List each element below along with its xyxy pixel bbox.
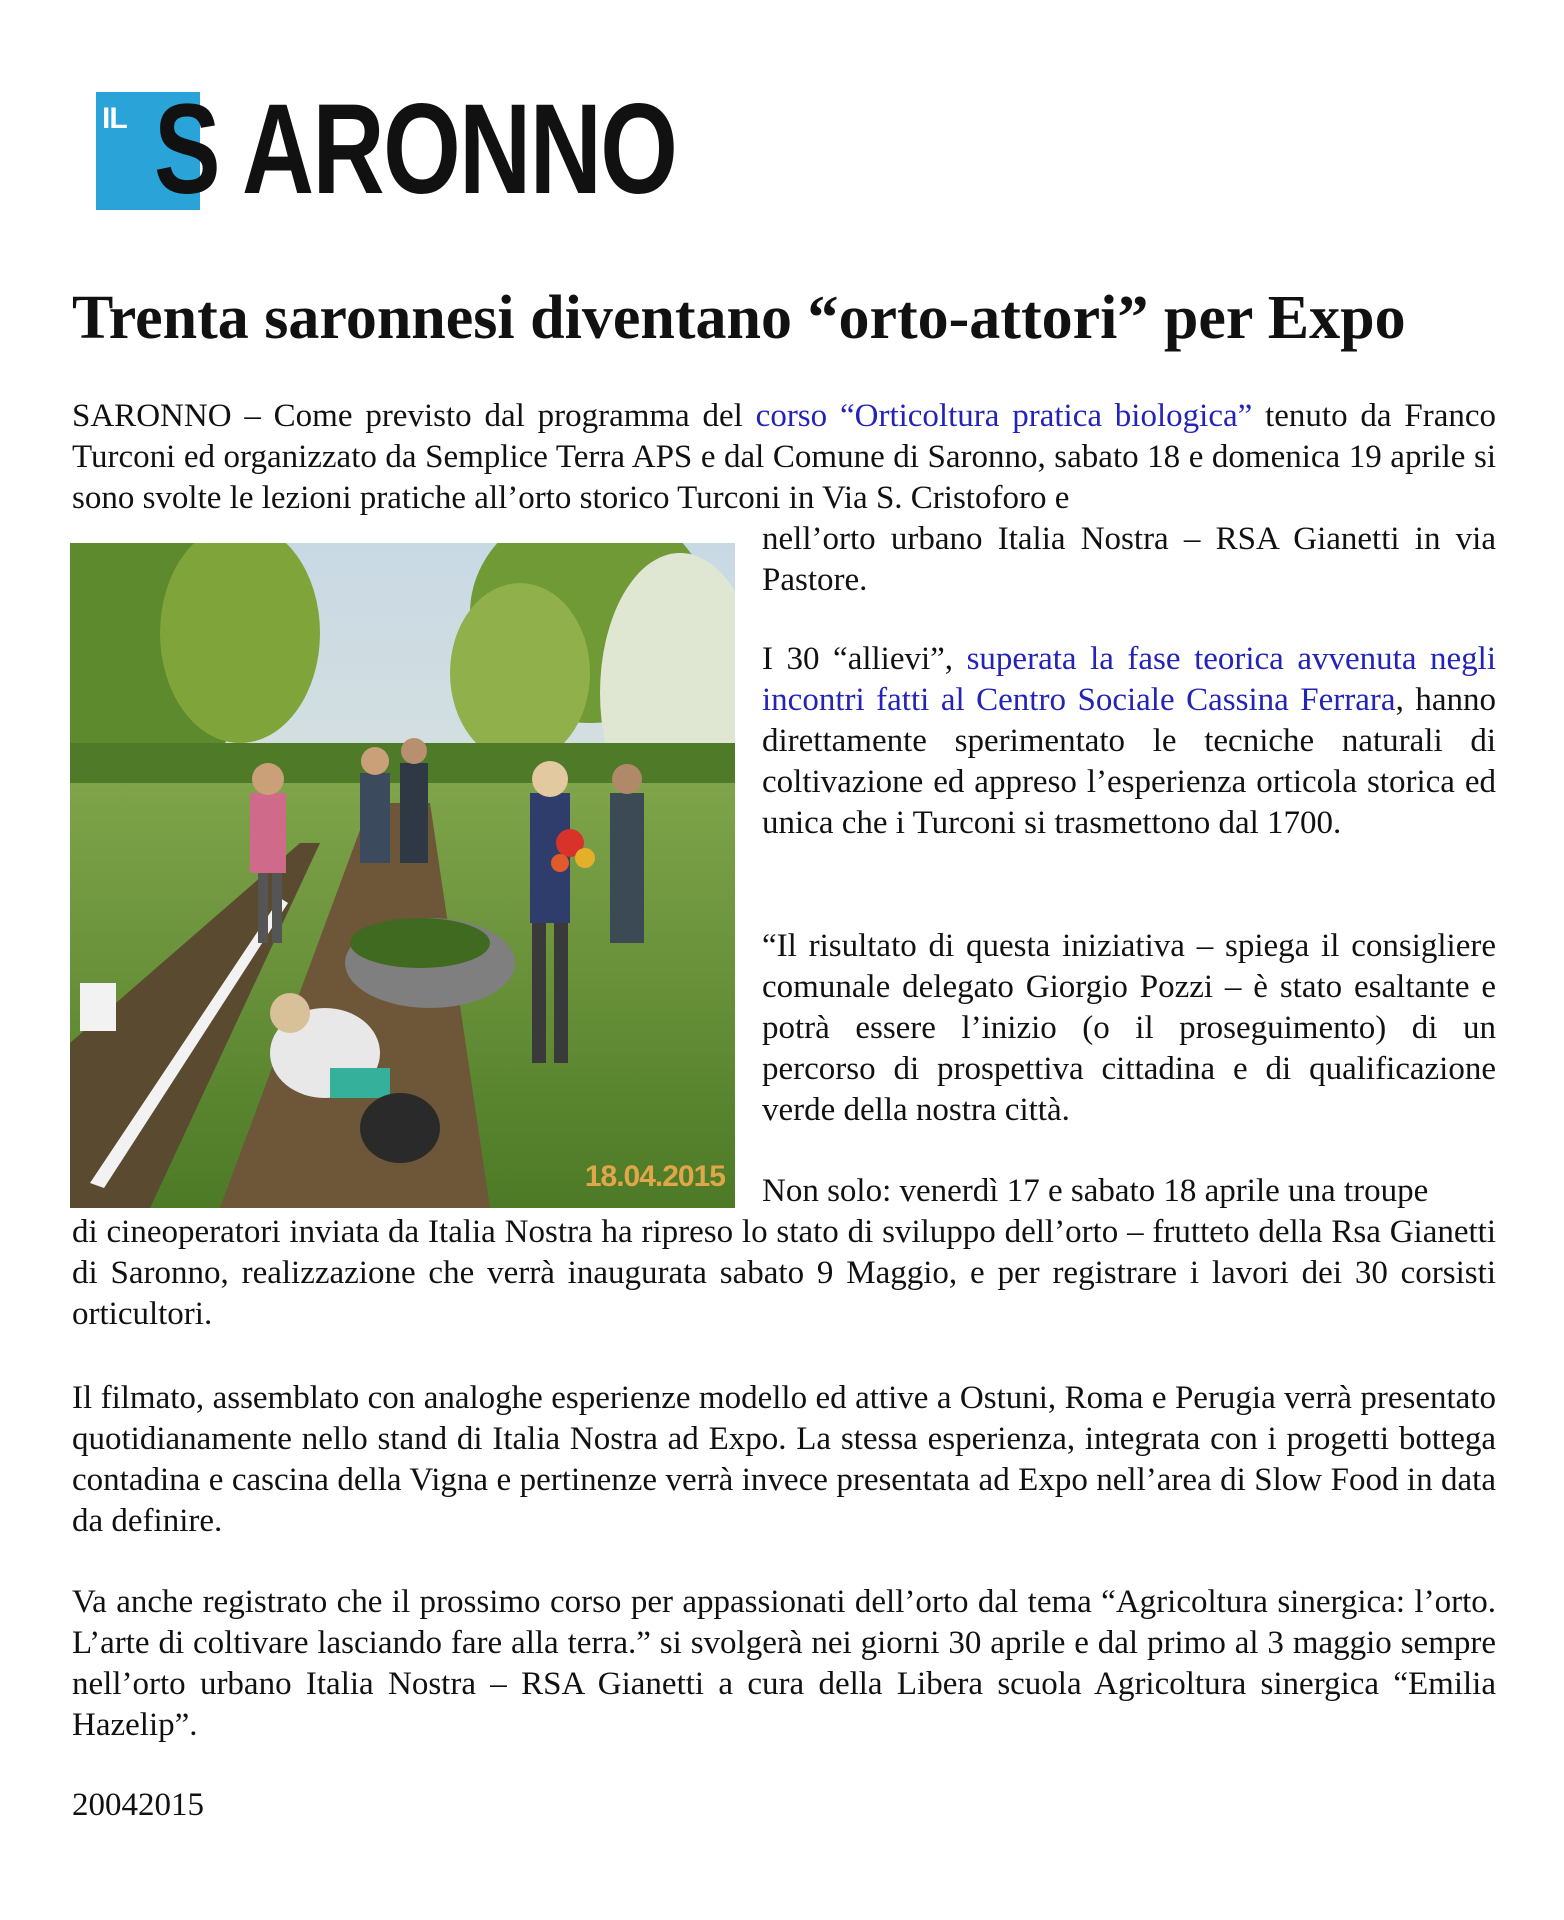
site-logo[interactable]: [96, 78, 677, 221]
photo-date-stamp: 18.04.2015: [584, 1160, 725, 1193]
text-span: tenuto da Franco Turconi ed organizzato da Semplice Terra APS e dal Comune di Saronno, sabato 18 e domenica 19 aprile si sono svolte le lezioni pratiche all’orto storico Turconi in Via S. Cristoforo e: [72, 398, 1496, 516]
logo-wordmark: ARONNO: [242, 78, 677, 221]
course-link[interactable]: corso “Orticoltura pratica biologica”: [755, 398, 1253, 434]
garden-photo-illustration: [70, 543, 735, 1208]
paragraph-troupe: di cineoperatori inviata da Italia Nostra ha ripreso lo stato di sviluppo dell’orto – frutteto della Rsa Gianetti di Saronno, realizzazione che verrà inaugurata sabato 9 Maggio, e per registrare i lavori dei 30 corsisti orticultori.: [72, 1214, 1496, 1332]
text-span: , hanno direttamente sperimentato le tecniche naturali di coltivazione ed appreso l’esperienza orticola storica ed unica che i Turconi si trasmettono dal 1700.: [762, 682, 1496, 841]
paragraph-next-course: Va anche registrato che il prossimo corso per appassionati dell’orto dal tema “Agricoltura sinergica: l’orto. L’arte di coltivare lasciando fare alla terra.” si svolgerà nei giorni 30 aprile e dal primo al 3 maggio sempre nell’orto urbano Italia Nostra – RSA Gianetti a cura della Libera scuola Agricoltura sinergica “Emilia Hazelip”.: [72, 1584, 1496, 1743]
paragraph-film: Il filmato, assemblato con analoghe esperienze modello ed attive a Ostuni, Roma e Perugia verrà presentato quotidianamente nello stand di Italia Nostra ad Expo. La stessa esperienza, integrata con i progetti bottega contadina e cascina della Vigna e pertinenze verrà invece presentata ad Expo nell’area di Slow Food in data da definire.: [72, 1380, 1496, 1539]
text-span: SARONNO – Come previsto dal programma del: [72, 398, 756, 434]
centro-sociale-link[interactable]: superata la fase teorica avvenuta negli incontri fatti al Centro Sociale Cassina Ferrara: [762, 641, 1496, 718]
paragraph-troupe-start: Non solo: venerdì 17 e sabato 18 aprile una troupe: [762, 1173, 1429, 1209]
article-title: Trenta saronnesi diventano “orto-attori” per Expo: [72, 284, 1406, 352]
paragraph-students: [762, 639, 1496, 844]
paragraph-intro-continued: nell’orto urbano Italia Nostra – RSA Gianetti in via Pastore.: [762, 521, 1496, 598]
article-photo: [70, 543, 735, 1208]
paragraph-quote: “Il risultato di questa iniziativa – spiega il consigliere comunale delegato Giorgio Pozzi – è stato esaltante e potrà essere l’inizio (o il proseguimento) di un percorso di prospettiva cittadina e di qualificazione verde della nostra città.: [762, 928, 1496, 1128]
text-span: I 30 “allievi”,: [762, 641, 967, 677]
logo-s-letter: S: [154, 78, 221, 221]
paragraph-intro: [72, 396, 1496, 519]
logo-il-text: IL: [102, 102, 127, 135]
article-date: 20042015: [72, 1787, 204, 1823]
